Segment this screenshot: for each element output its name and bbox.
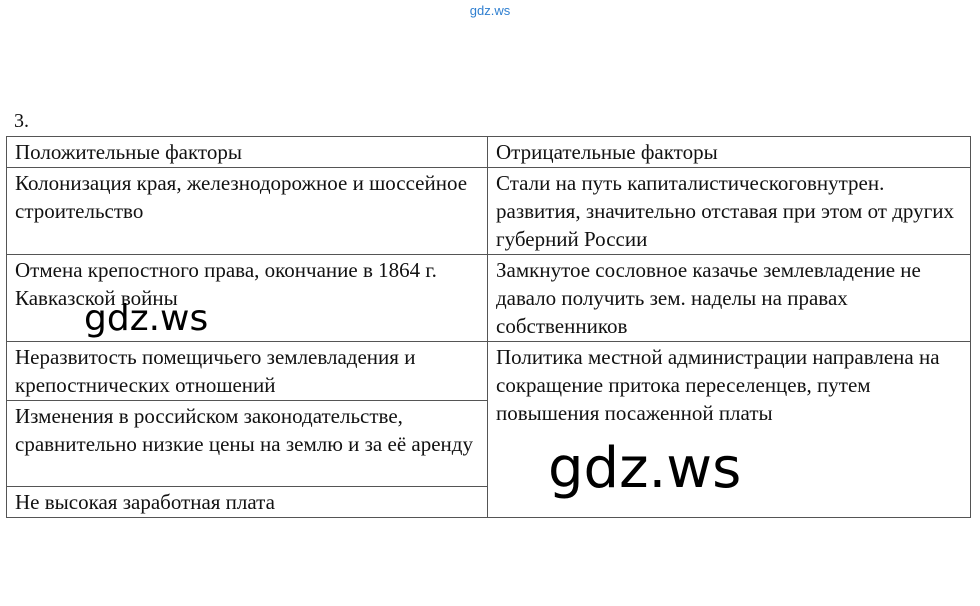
negative-factor-cell: Политика местной администрации направлена на сокращение притока переселенцев, путем повышения посаженной платы [488, 342, 971, 518]
positive-factor-cell: Отмена крепостного права, окончание в 1864 г. Кавказской войны [7, 255, 488, 342]
table-header-row [7, 137, 971, 168]
positive-factor-cell: Неразвитость помещичьего землевладения и крепостнических отношений [7, 342, 488, 401]
header-positive: Положительные факторы [7, 137, 488, 168]
negative-factor-cell: Замкнутое сословное казачье землевладение не давало получить зем. наделы на правах собственников [488, 255, 971, 342]
watermark-left: gdz.ws [84, 298, 209, 339]
site-watermark-top[interactable]: gdz.ws [469, 3, 511, 18]
table-row [7, 168, 971, 255]
negative-factor-cell: Стали на путь капиталистическоговнутрен. развития, значительно отставая при этом от других губерний России [488, 168, 971, 255]
positive-factor-cell: Изменения в российском законодательстве, сравнительно низкие цены на землю и за её аренду [7, 401, 488, 487]
table-row [7, 255, 971, 342]
watermark-right: gdz.ws [548, 436, 742, 501]
positive-factor-cell: Колонизация края, железнодорожное и шоссейное строительство [7, 168, 488, 255]
task-number: 3. [14, 110, 29, 132]
factors-table [6, 136, 971, 518]
positive-factor-cell: Не высокая заработная плата [7, 487, 488, 518]
header-negative: Отрицательные факторы [488, 137, 971, 168]
table-row [7, 342, 971, 401]
